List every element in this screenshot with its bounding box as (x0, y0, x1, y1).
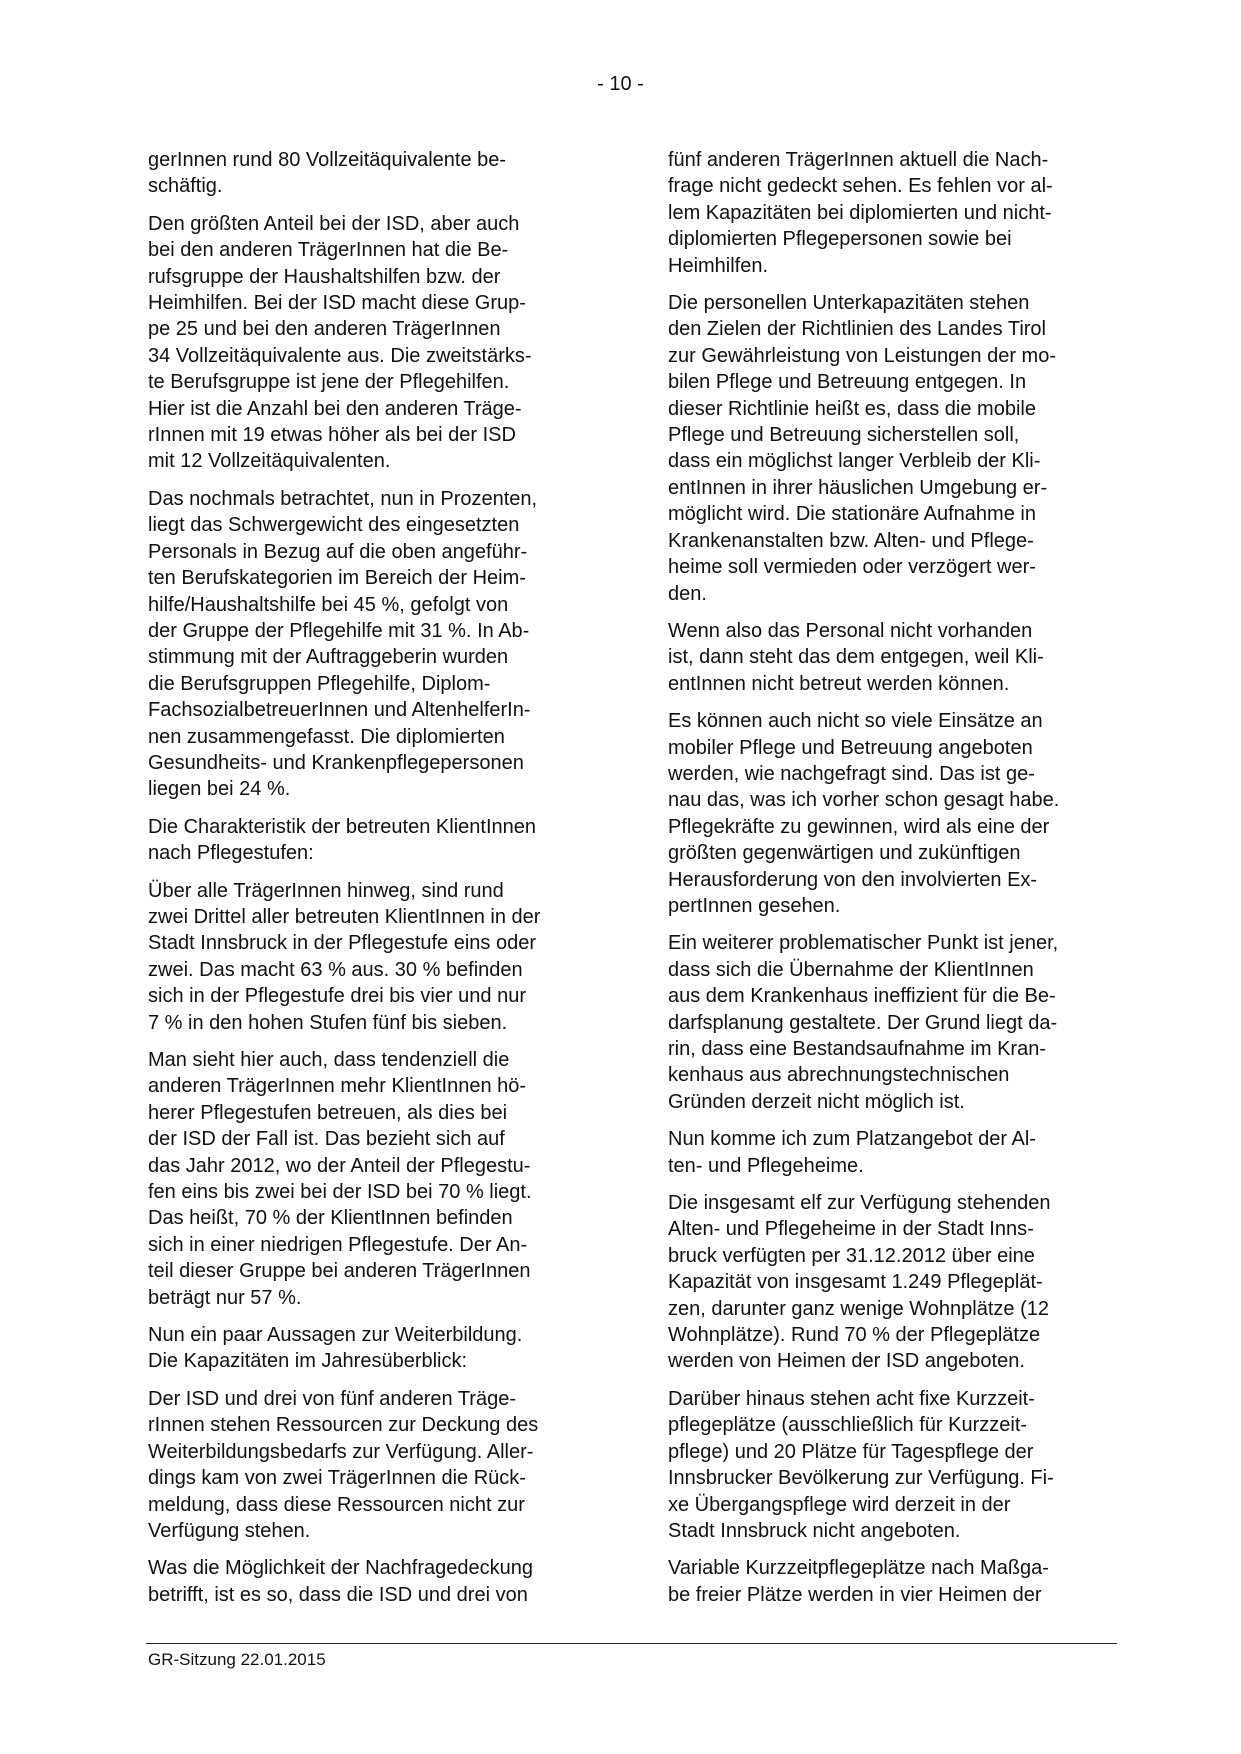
text-line: rInnen stehen Ressourcen zur Deckung des (148, 1414, 539, 1437)
paragraph (148, 814, 603, 867)
text-line: dieser Richtlinie heißt es, dass die mobile (668, 397, 1036, 420)
paragraph (668, 1386, 1123, 1544)
text-line: Den größten Anteil bei der ISD, aber auch (148, 212, 520, 235)
paragraph (668, 930, 1123, 1115)
paragraph (148, 486, 603, 803)
footer-text: GR-Sitzung 22.01.2015 (148, 1650, 326, 1669)
text-line: pertInnen gesehen. (668, 894, 841, 917)
text-line: Darüber hinaus stehen acht fixe Kurzzeit- (668, 1387, 1035, 1410)
paragraph (148, 147, 603, 200)
text-line: te Berufsgruppe ist jene der Pflegehilfen. (148, 371, 510, 394)
text-line: ten- und Pflegeheime. (668, 1154, 864, 1177)
text-line: dass ein möglichst langer Verbleib der Kli- (668, 450, 1041, 473)
right-column (668, 147, 1123, 1619)
text-line: Man sieht hier auch, dass tendenziell die (148, 1049, 510, 1071)
text-line: Krankenanstalten bzw. Alten- und Pflege- (668, 529, 1034, 552)
paragraph (668, 147, 1123, 279)
text-line: nach Pflegestufen: (148, 842, 314, 865)
text-line: nau das, was ich vorher schon gesagt habe. (668, 789, 1060, 812)
text-line: dass sich die Übernahme der KlientInnen (668, 958, 1034, 981)
text-line: Weiterbildungsbedarfs zur Verfügung. Aller- (148, 1440, 534, 1463)
text-line: diplomierten Pflegepersonen sowie bei (668, 228, 1012, 251)
footer-divider (146, 1643, 1117, 1644)
text-line: pe 25 und bei den anderen TrägerInnen (148, 318, 501, 341)
text-line: Das nochmals betrachtet, nun in Prozenten, (148, 487, 538, 510)
text-line: zen, darunter ganz wenige Wohnplätze (12 (668, 1297, 1049, 1320)
text-line: stimmung mit der Auftraggeberin wurden (148, 646, 509, 669)
text-line: Die insgesamt elf zur Verfügung stehenden (668, 1192, 1051, 1215)
text-line: frage nicht gedeckt sehen. Es fehlen vor al- (668, 175, 1053, 198)
text-line: Pflege und Betreuung sicherstellen soll, (668, 424, 1020, 447)
text-line: werden von Heimen der ISD angeboten. (668, 1350, 1025, 1373)
text-line: 7 % in den hohen Stufen fünf bis sieben. (148, 1011, 508, 1034)
text-line: liegen bei 24 %. (148, 778, 291, 801)
text-line: zwei. Das macht 63 % aus. 30 % befinden (148, 958, 523, 981)
text-line: mit 12 Vollzeitäquivalenten. (148, 450, 391, 473)
text-line: den Zielen der Richtlinien des Landes Tirol (668, 318, 1046, 341)
text-line: aus dem Krankenhaus ineffizient für die Be- (668, 985, 1056, 1008)
text-line: bruck verfügten per 31.12.2012 über eine (668, 1244, 1035, 1267)
text-line: ten Berufskategorien im Bereich der Heim- (148, 567, 526, 590)
paragraph (148, 1555, 603, 1608)
text-line: Nun ein paar Aussagen zur Weiterbildung. (148, 1324, 523, 1347)
text-line: werden, wie nachgefragt sind. Das ist ge- (668, 762, 1035, 785)
text-line: 34 Vollzeitäquivalente aus. Die zweitstärks- (148, 344, 532, 367)
paragraph (668, 290, 1123, 607)
text-line: FachsozialbetreuerInnen und AltenhelferIn- (148, 699, 531, 722)
text-line: zwei Drittel aller betreuten KlientInnen in der (148, 905, 541, 928)
text-line: Stadt Innsbruck in der Pflegestufe eins oder (148, 932, 537, 955)
text-line: Heimhilfen. (668, 254, 769, 277)
text-line: fen eins bis zwei bei der ISD bei 70 % liegt. (148, 1181, 532, 1204)
text-line: mobiler Pflege und Betreuung angeboten (668, 736, 1033, 759)
paragraph (668, 618, 1123, 697)
text-line: hilfe/Haushaltshilfe bei 45 %, gefolgt von (148, 593, 509, 616)
text-line: Der ISD und drei von fünf anderen Träge- (148, 1387, 516, 1410)
text-line: das Jahr 2012, wo der Anteil der Pflegestu- (148, 1154, 531, 1177)
text-line: beträgt nur 57 %. (148, 1286, 302, 1309)
text-line: der ISD der Fall ist. Das bezieht sich auf (148, 1128, 505, 1151)
text-line: bei den anderen TrägerInnen hat die Be- (148, 239, 509, 262)
text-line: Variable Kurzzeitpflegeplätze nach Maßga- (668, 1557, 1049, 1580)
text-line: der Gruppe der Pflegehilfe mit 31 %. In Ab- (148, 619, 530, 642)
text-line: entInnen nicht betreut werden können. (668, 672, 1010, 695)
text-line: be freier Plätze werden in vier Heimen der (668, 1583, 1042, 1606)
text-line: gerInnen rund 80 Vollzeitäquivalente be- (148, 149, 507, 171)
text-line: heime soll vermieden oder verzögert wer- (668, 556, 1036, 579)
text-line: Die personellen Unterkapazitäten stehen (668, 292, 1030, 315)
text-line: nen zusammengefasst. Die diplomierten (148, 725, 505, 748)
text-line: Nun komme ich zum Platzangebot der Al- (668, 1128, 1036, 1151)
text-line: Wenn also das Personal nicht vorhanden (668, 619, 1033, 642)
text-line: anderen TrägerInnen mehr KlientInnen hö- (148, 1075, 527, 1098)
text-line: größten gegenwärtigen und zukünftigen (668, 842, 1021, 865)
text-line: Hier ist die Anzahl bei den anderen Träge- (148, 397, 522, 420)
text-line: Ein weiterer problematischer Punkt ist jener, (668, 932, 1059, 955)
text-line: meldung, dass diese Ressourcen nicht zur (148, 1493, 525, 1516)
text-line: betrifft, ist es so, dass die ISD und drei von (148, 1583, 528, 1606)
text-line: bilen Pflege und Betreuung entgegen. In (668, 371, 1027, 394)
paragraph (668, 1190, 1123, 1375)
text-line: xe Übergangspflege wird derzeit in der (668, 1493, 1011, 1516)
paragraph (668, 708, 1123, 919)
text-line: Stadt Innsbruck nicht angeboten. (668, 1519, 961, 1542)
text-line: die Berufsgruppen Pflegehilfe, Diplom- (148, 672, 491, 695)
text-line: Pflegekräfte zu gewinnen, wird als eine der (668, 815, 1050, 838)
left-column (148, 147, 603, 1619)
text-line: rInnen mit 19 etwas höher als bei der ISD (148, 424, 516, 447)
text-line: Heimhilfen. Bei der ISD macht diese Grup- (148, 292, 526, 315)
text-line: sich in einer niedrigen Pflegestufe. Der An- (148, 1233, 528, 1256)
text-line: herer Pflegestufen betreuen, als dies bei (148, 1101, 508, 1124)
text-line: entInnen in ihrer häuslichen Umgebung er- (668, 476, 1048, 499)
paragraph (148, 878, 603, 1036)
text-line: rin, dass eine Bestandsaufnahme im Kran- (668, 1038, 1046, 1060)
paragraph (668, 1126, 1123, 1179)
text-line: Wohnplätze). Rund 70 % der Pflegeplätze (668, 1324, 1041, 1347)
text-line: Verfügung stehen. (148, 1519, 311, 1542)
paragraph (148, 211, 603, 475)
text-line: Herausforderung von den involvierten Ex- (668, 868, 1038, 891)
text-line: ist, dann steht das dem entgegen, weil Kli- (668, 646, 1044, 669)
text-line: Es können auch nicht so viele Einsätze an (668, 710, 1043, 733)
text-line: rufsgruppe der Haushaltshilfen bzw. der (148, 265, 501, 288)
text-line: schäftig. (148, 175, 223, 198)
text-line: dings kam von zwei TrägerInnen die Rück- (148, 1467, 526, 1490)
text-line: sich in der Pflegestufe drei bis vier und nur (148, 985, 526, 1008)
paragraph (148, 1386, 603, 1544)
text-line: Das heißt, 70 % der KlientInnen befinden (148, 1207, 513, 1230)
text-line: teil dieser Gruppe bei anderen TrägerInnen (148, 1260, 531, 1283)
text-line: Die Charakteristik der betreuten KlientInnen (148, 815, 536, 838)
text-line: Kapazität von insgesamt 1.249 Pflegeplät- (668, 1271, 1043, 1294)
paragraph (148, 1047, 603, 1311)
text-line: kenhaus aus abrechnungstechnischen (668, 1064, 1010, 1087)
text-line: zur Gewährleistung von Leistungen der mo- (668, 344, 1056, 367)
text-line: fünf anderen TrägerInnen aktuell die Nach- (668, 149, 1049, 171)
text-line: pflegeplätze (ausschließlich für Kurzzeit- (668, 1414, 1028, 1437)
text-line: darfsplanung gestaltete. Der Grund liegt da- (668, 1011, 1058, 1034)
text-line: Gründen derzeit nicht möglich ist. (668, 1090, 965, 1113)
text-line: Personals in Bezug auf die oben angeführ- (148, 540, 528, 563)
text-line: Gesundheits- und Krankenpflegepersonen (148, 751, 524, 774)
text-line: pflege) und 20 Plätze für Tagespflege der (668, 1440, 1034, 1463)
page-number: - 10 - (597, 73, 644, 95)
text-line: liegt das Schwergewicht des eingesetzten (148, 514, 520, 537)
text-line: den. (668, 582, 707, 605)
paragraph (148, 1322, 603, 1375)
paragraph (668, 1555, 1123, 1608)
text-line: möglicht wird. Die stationäre Aufnahme in (668, 503, 1036, 526)
text-line: Über alle TrägerInnen hinweg, sind rund (148, 879, 504, 902)
text-line: Innsbrucker Bevölkerung zur Verfügung. Fi- (668, 1467, 1054, 1490)
text-line: lem Kapazitäten bei diplomierten und nicht- (668, 201, 1052, 224)
text-line: Die Kapazitäten im Jahresüberblick: (148, 1350, 468, 1373)
text-line: Was die Möglichkeit der Nachfragedeckung (148, 1557, 534, 1580)
text-line: Alten- und Pflegeheime in der Stadt Inns- (668, 1218, 1034, 1241)
